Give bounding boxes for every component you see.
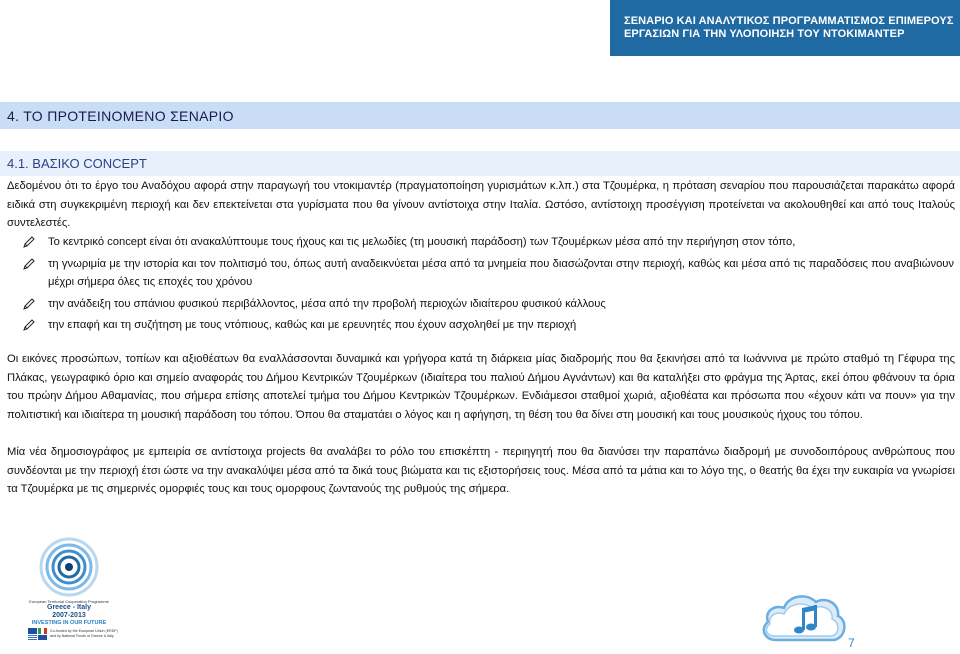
logo-greece-italy: Greece - Italy: [47, 604, 91, 611]
flags-icon: [28, 628, 48, 640]
logo-slogan: INVESTING IN OUR FUTURE: [31, 620, 107, 626]
bullet-text: τη γνωριμία με την ιστορία και τον πολιτισμό του, όπως αυτή αναδεικνύεται μέσα από τα μνημεία που διασώζονται στην περιοχή, καθώς και μέσα από τις παραδόσεις που αναβιώνουν μέχρι σήμερα όλες τις εποχές του χρόνου: [48, 257, 954, 288]
programme-emblem-icon: [28, 536, 110, 598]
list-item: [22, 295, 954, 314]
bullet-text: Το κεντρικό concept είναι ότι ανακαλύπτουμε τους ήχους και τις μελωδίες (τη μουσική παράδοση) των Τζουμέρκων μέσα από την περιήγηση στον τόπο,: [48, 236, 796, 248]
list-item: [22, 316, 954, 335]
bullet-text: την ανάδειξη του σπάνιου φυσικού περιβάλλοντος, μέσα από την προβολή περιοχών ιδιαίτερου φυσικού κάλλους: [48, 297, 606, 310]
concept-bullet-list: [22, 233, 954, 338]
greece-italy-programme-logo: [28, 536, 118, 644]
document-header-bar: [610, 0, 960, 56]
bullet-text: την επαφή και τη συζήτηση με τους ντόπιους, καθώς και με ερευνητές που έχουν ασχοληθεί με την περιοχή: [48, 319, 577, 331]
cloud-music-icon: [758, 584, 850, 650]
header-title-line-2: ΕΡΓΑΣΙΩΝ ΓΙΑ ΤΗΝ ΥΛΟΠΟΙΗΣΗ ΤΟΥ ΝΤΟΚΙΜΑΝΤΕΡ: [624, 28, 905, 40]
pencil-bullet-icon: [22, 235, 36, 249]
journalist-paragraph: Μία νέα δημοσιογράφος με εμπειρία σε αντίστοιχα projects θα αναλάβει το ρόλο του επισκέπτη - περιηγητή που θα διανύσει την παραπάνω διαδρομή με συνοδοιπόρους ανθρώπους που συνδέονται με την περιοχή έτσι ώστε να την ανακαλύψει μέσα από τα δικά τους βιώματα και τις εξιστορήσεις τους. Μέσα από τα μάτια και το λόγο της, ο θεατής θα έχει την ευκαιρία να γνωρίσει τα Τζουμέρκα με τις σημερινές ομορφιές τους και τους ομορφους ζωντανούς της ρυθμούς της σήμερα.: [7, 446, 955, 495]
route-paragraph: Οι εικόνες προσώπων, τοπίων και αξιοθέατων θα εναλλάσσονται δυναμικά και γρήγορα κατά τη διάρκεια μίας διαδρομής που θα ξεκινήσει από τα Ιωάννινα με πρώτο σταθμό τη Γέφυρα της Πλάκας, γεωγραφικό όριο και σημείο αναφοράς του Δήμου Κεντρικών Τζουμέρκων (ιδιαίτερα του παλιού Δήμου Αγνάντων) και θα καταλήξει στο φράγμα της Άρτας, εκεί όπου φθάνουν τα όρια του πρώην Δήμου Αθαμανίας, που σήμερα επίσης αποτελεί τμήμα του Δήμου Κεντρικών Τζουμέρκων. Ενδιάμεσοι σταθμοί χωριά, αξιοθέατα και πρόσωπα που «έχουν κάτι να πουν» για την πολιτιστική και ιδιαίτερα τη μουσική παράδοση του τόπου. Όπου θα σταματάει ο λόγος και η αφήγηση, τη θέση του θα δίνει στη μουσική και τους μουσικούς ήχους του τόπου.: [7, 353, 955, 421]
list-item: [22, 233, 954, 252]
pencil-bullet-icon: [22, 257, 36, 271]
page-number: 7: [848, 636, 855, 650]
logo-cofunded-text: Co-funded by the European Union (ERDF): [50, 629, 118, 633]
pencil-bullet-icon: [22, 297, 36, 311]
subsection-heading: 4.1. ΒΑΣΙΚΟ CONCEPT: [7, 156, 147, 171]
header-title-line-1: ΣΕΝΑΡΙΟ ΚΑΙ ΑΝΑΛΥΤΙΚΟΣ ΠΡΟΓΡΑΜΜΑΤΙΣΜΟΣ ΕΠΙΜΕΡΟΥΣ: [624, 15, 954, 27]
logo-national-funds-text: and by National Funds of Greece & Italy: [50, 634, 114, 638]
list-item: [22, 255, 954, 292]
pencil-bullet-icon: [22, 318, 36, 332]
intro-paragraph: Δεδομένου ότι το έργο του Αναδόχου αφορά στην παραγωγή του ντοκιμαντέρ (πραγματοποίηση γυρισμάτων κ.λπ.) στα Τζουμέρκα, η πρόταση σεναρίου που παρουσιάζεται παρακάτω αφορά ειδικά στη συγκεκριμένη περιοχή και δεν επεκτείνεται στα γυρίσματα που θα γίνουν αντίστοιχα στην Ιταλία. Ωστόσο, αντίστοιχη προσέγγιση προτείνεται να ακολουθηθεί και από τους Ιταλούς συντελεστές.: [7, 180, 955, 229]
section-heading: 4. ΤΟ ΠΡΟΤΕΙΝΟΜΕΝΟ ΣΕΝΑΡΙΟ: [7, 108, 234, 124]
logo-programme-text: European Territorial Cooperation Programme: [29, 599, 109, 604]
logo-years: 2007-2013: [52, 612, 86, 619]
